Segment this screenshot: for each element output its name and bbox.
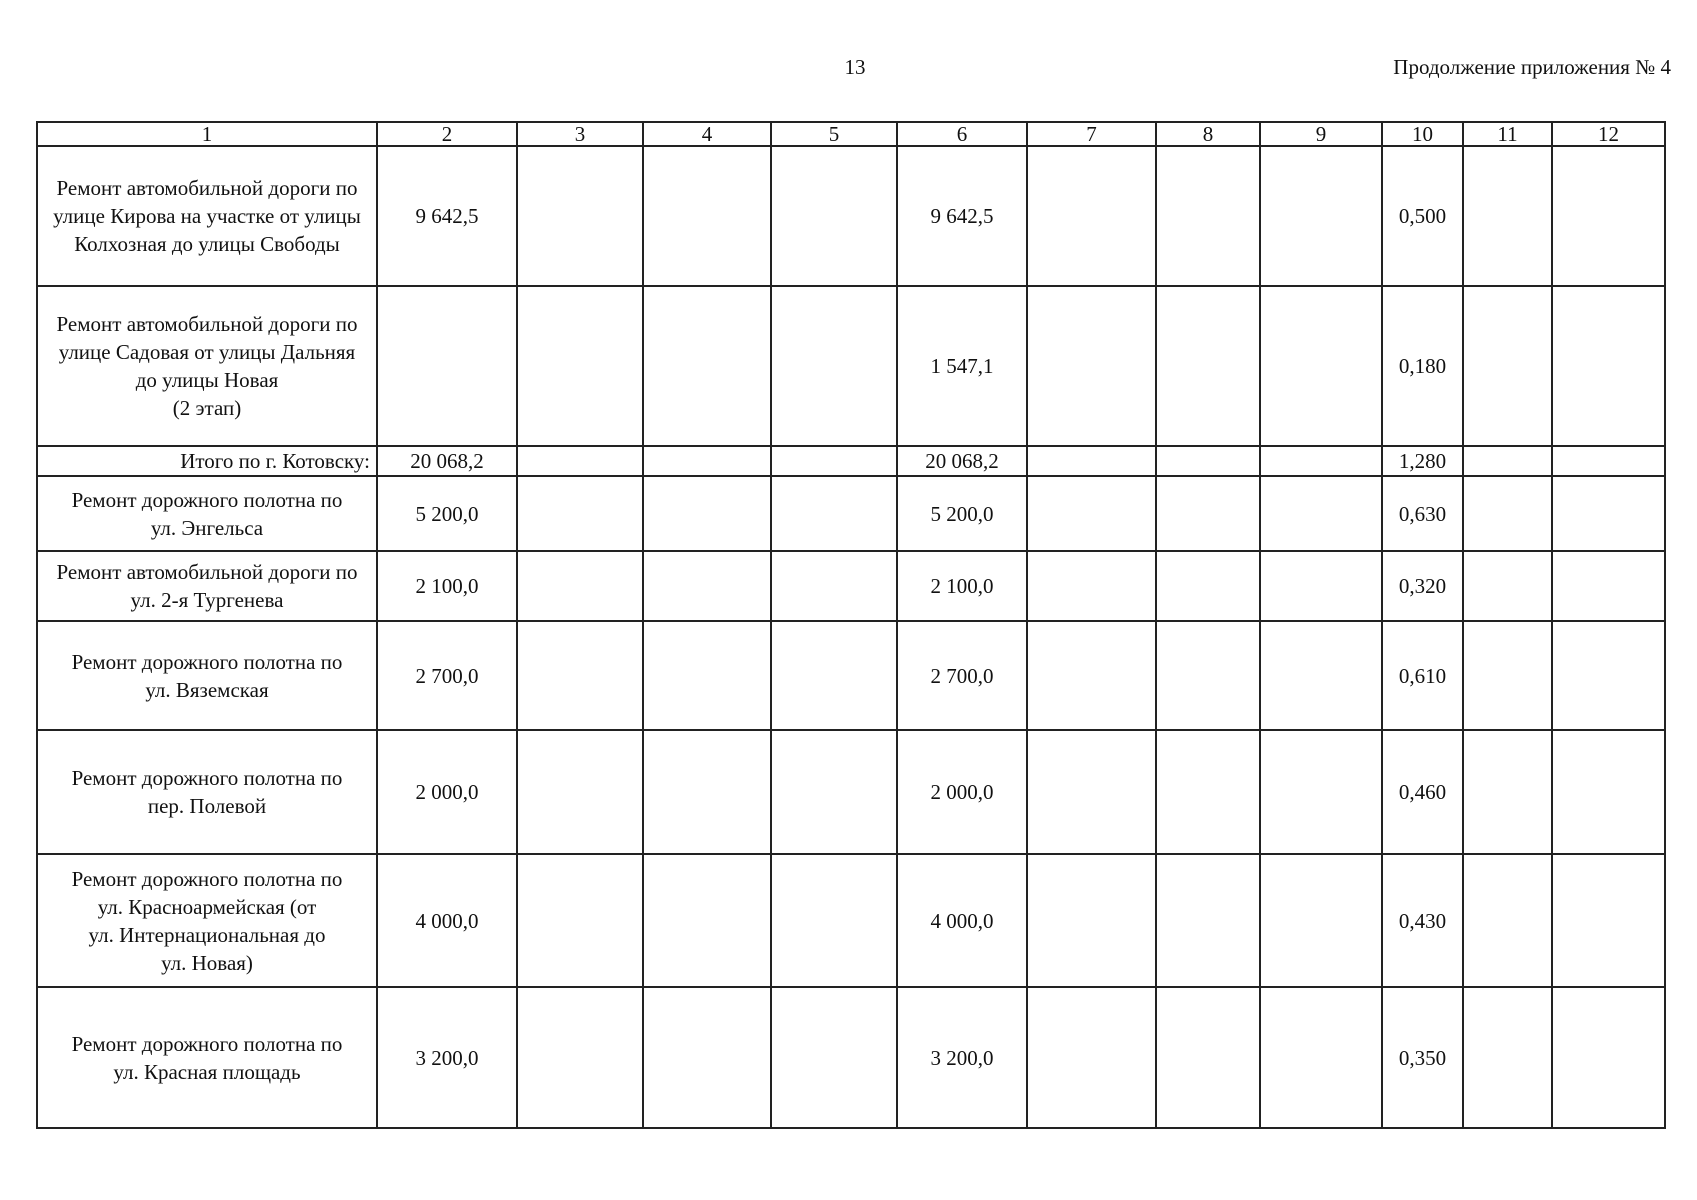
appendix-continuation-label: Продолжение приложения № 4 <box>1393 55 1671 79</box>
empty-cell <box>1463 146 1552 286</box>
empty-cell <box>1156 551 1260 621</box>
empty-cell <box>1260 854 1382 987</box>
empty-cell <box>1552 286 1665 446</box>
empty-cell <box>1027 446 1156 476</box>
work-name-line: Ремонт дорожного полотна по <box>71 866 343 891</box>
empty-cell <box>1552 446 1665 476</box>
work-name-line: Ремонт автомобильной дороги по <box>56 176 358 200</box>
empty-cell <box>1552 476 1665 551</box>
empty-cell <box>1463 730 1552 854</box>
empty-cell <box>1463 476 1552 551</box>
empty-cell <box>517 551 643 621</box>
empty-cell <box>1156 146 1260 286</box>
empty-cell <box>643 551 771 621</box>
value-cell: 2 100,0 <box>377 551 517 621</box>
work-name-line: Ремонт автомобильной дороги по <box>56 312 358 336</box>
empty-cell <box>1156 987 1260 1128</box>
empty-cell <box>1552 854 1665 987</box>
empty-cell <box>517 146 643 286</box>
empty-cell <box>1156 286 1260 446</box>
empty-cell <box>643 621 771 730</box>
work-name-line: ул. Красноармейская (от <box>97 894 317 919</box>
empty-cell <box>1463 854 1552 987</box>
work-name-line: Колхозная до улицы Свободы <box>74 232 340 256</box>
empty-cell <box>1260 446 1382 476</box>
empty-cell <box>643 730 771 854</box>
column-header: 4 <box>643 122 771 146</box>
empty-cell <box>1552 146 1665 286</box>
value-cell: 2 000,0 <box>377 730 517 854</box>
empty-cell <box>771 146 897 286</box>
work-name-cell <box>37 551 377 621</box>
value-cell: 5 200,0 <box>897 476 1027 551</box>
value-cell: 2 100,0 <box>897 551 1027 621</box>
work-name-line: ул. Интернациональная до <box>88 922 326 947</box>
value-cell: 2 000,0 <box>897 730 1027 854</box>
column-header: 6 <box>897 122 1027 146</box>
empty-cell <box>771 730 897 854</box>
empty-cell <box>517 854 643 987</box>
empty-cell <box>1027 146 1156 286</box>
empty-cell <box>1260 476 1382 551</box>
empty-cell <box>1156 476 1260 551</box>
column-header: 1 <box>37 122 377 146</box>
empty-cell <box>517 987 643 1128</box>
column-header: 8 <box>1156 122 1260 146</box>
length-cell: 1,280 <box>1382 446 1463 476</box>
empty-cell <box>1027 854 1156 987</box>
column-header: 2 <box>377 122 517 146</box>
table-row <box>37 854 1665 987</box>
total-row <box>37 446 1665 476</box>
length-cell: 0,460 <box>1382 730 1463 854</box>
work-name-line: ул. Вяземская <box>145 677 269 702</box>
empty-cell <box>1156 446 1260 476</box>
column-header: 9 <box>1260 122 1382 146</box>
length-cell: 0,180 <box>1382 286 1463 446</box>
empty-cell <box>517 286 643 446</box>
empty-cell <box>1463 987 1552 1128</box>
empty-cell <box>517 476 643 551</box>
work-name-line: (2 этап) <box>172 396 242 420</box>
empty-cell <box>1260 987 1382 1128</box>
work-name-cell <box>37 146 377 286</box>
table-row <box>37 987 1665 1128</box>
empty-cell <box>771 476 897 551</box>
table-row <box>37 476 1665 551</box>
work-name-line: ул. Новая) <box>161 950 253 975</box>
work-name-line: улице Кирова на участке от улицы <box>53 204 361 228</box>
value-cell: 3 200,0 <box>897 987 1027 1128</box>
empty-cell <box>1463 551 1552 621</box>
length-cell: 0,320 <box>1382 551 1463 621</box>
work-name-line: Ремонт дорожного полотна по <box>71 766 343 790</box>
work-name-cell <box>37 621 377 730</box>
work-name-line: улице Садовая от улицы Дальняя <box>58 340 356 364</box>
empty-cell <box>1552 551 1665 621</box>
empty-cell <box>1463 621 1552 730</box>
work-name-cell <box>37 286 377 446</box>
empty-cell <box>1156 621 1260 730</box>
empty-cell <box>1463 446 1552 476</box>
column-header: 10 <box>1382 122 1463 146</box>
empty-cell <box>1027 730 1156 854</box>
total-label: Итого по г. Котовску: <box>180 449 370 473</box>
work-name-line: ул. 2-я Тургенева <box>130 588 284 612</box>
empty-cell <box>1260 286 1382 446</box>
empty-cell <box>771 551 897 621</box>
work-name-line: пер. Полевой <box>147 794 267 818</box>
column-number-row <box>37 122 1665 146</box>
work-name-line: ул. Энгельса <box>150 515 264 540</box>
work-name-cell <box>37 987 377 1128</box>
work-name-line: Ремонт автомобильной дороги по <box>56 560 358 584</box>
value-cell: 2 700,0 <box>377 621 517 730</box>
column-header: 3 <box>517 122 643 146</box>
length-cell: 0,350 <box>1382 987 1463 1128</box>
empty-cell <box>643 854 771 987</box>
total-label-cell <box>37 446 377 476</box>
empty-cell <box>643 286 771 446</box>
empty-cell <box>517 730 643 854</box>
empty-cell <box>1027 621 1156 730</box>
empty-cell <box>1156 854 1260 987</box>
value-cell: 20 068,2 <box>897 446 1027 476</box>
empty-cell <box>1260 621 1382 730</box>
empty-cell <box>643 476 771 551</box>
column-header: 12 <box>1552 122 1665 146</box>
page-number: 13 <box>844 55 866 79</box>
empty-cell <box>1463 286 1552 446</box>
work-name-cell <box>37 730 377 854</box>
empty-cell <box>771 621 897 730</box>
empty-cell <box>1552 730 1665 854</box>
value-cell: 1 547,1 <box>897 286 1027 446</box>
empty-cell <box>643 987 771 1128</box>
value-cell: 3 200,0 <box>377 987 517 1128</box>
empty-cell <box>517 621 643 730</box>
empty-cell <box>1027 476 1156 551</box>
empty-cell <box>771 854 897 987</box>
length-cell: 0,430 <box>1382 854 1463 987</box>
work-name-line: ул. Красная площадь <box>113 1059 301 1084</box>
value-cell: 2 700,0 <box>897 621 1027 730</box>
empty-cell <box>1552 987 1665 1128</box>
empty-cell <box>1260 551 1382 621</box>
empty-cell <box>1156 730 1260 854</box>
empty-cell <box>1027 987 1156 1128</box>
work-name-line: Ремонт дорожного полотна по <box>71 487 343 512</box>
length-cell: 0,500 <box>1382 146 1463 286</box>
empty-cell <box>771 286 897 446</box>
value-cell: 20 068,2 <box>377 446 517 476</box>
table-row <box>37 551 1665 621</box>
work-name-line: до улицы Новая <box>135 368 279 392</box>
work-name-line: Ремонт дорожного полотна по <box>71 649 343 674</box>
table-row <box>37 730 1665 854</box>
value-cell: 9 642,5 <box>897 146 1027 286</box>
empty-cell <box>771 987 897 1128</box>
empty-cell <box>1027 286 1156 446</box>
column-header: 11 <box>1463 122 1552 146</box>
empty-cell <box>643 146 771 286</box>
appendix-table <box>36 121 1666 1129</box>
empty-cell <box>643 446 771 476</box>
value-cell: 9 642,5 <box>377 146 517 286</box>
table-row <box>37 286 1665 446</box>
value-cell <box>377 286 517 446</box>
table-row <box>37 621 1665 730</box>
empty-cell <box>1260 730 1382 854</box>
length-cell: 0,610 <box>1382 621 1463 730</box>
work-name-cell <box>37 476 377 551</box>
column-header: 5 <box>771 122 897 146</box>
value-cell: 4 000,0 <box>897 854 1027 987</box>
empty-cell <box>1027 551 1156 621</box>
value-cell: 5 200,0 <box>377 476 517 551</box>
length-cell: 0,630 <box>1382 476 1463 551</box>
empty-cell <box>771 446 897 476</box>
work-name-cell <box>37 854 377 987</box>
table-row <box>37 146 1665 286</box>
column-header: 7 <box>1027 122 1156 146</box>
value-cell: 4 000,0 <box>377 854 517 987</box>
empty-cell <box>1260 146 1382 286</box>
empty-cell <box>517 446 643 476</box>
empty-cell <box>1552 621 1665 730</box>
work-name-line: Ремонт дорожного полотна по <box>71 1031 343 1056</box>
